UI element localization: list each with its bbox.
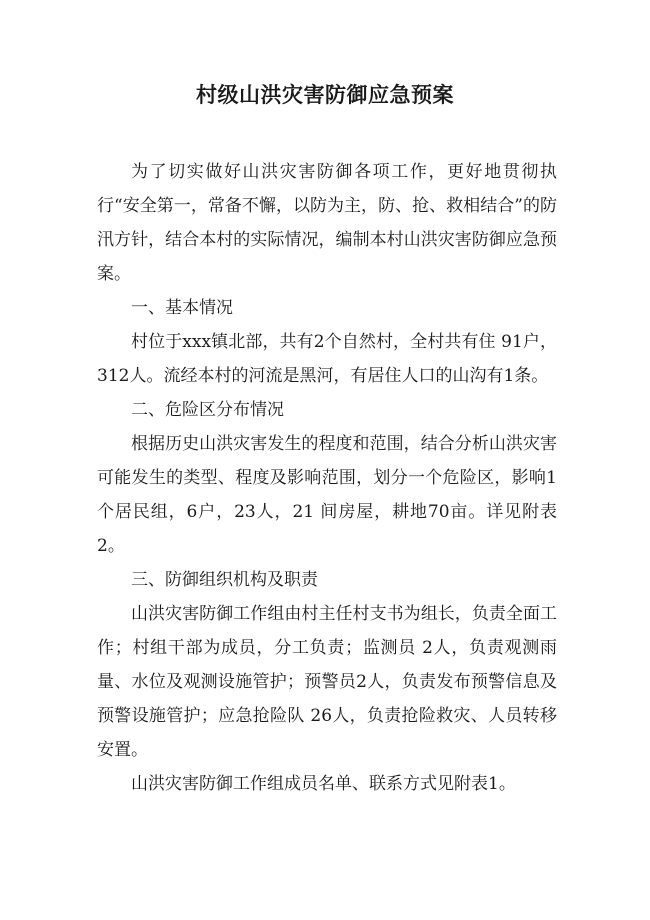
section-paragraph: 村位于xxx镇北部，共有2个自然村，全村共有住 91户，312人。流经本村的河流是黑河，有居住人口的山沟有1条。 xyxy=(97,332,557,386)
section-paragraph: 山洪灾害防御工作组成员名单、联系方式见附表1。 xyxy=(131,774,516,794)
section-heading-organization: 三、防御组织机构及职责 xyxy=(131,570,318,590)
section-heading-basic-info: 一、基本情况 xyxy=(131,298,233,318)
section-heading-danger-zones: 二、危险区分布情况 xyxy=(131,400,284,420)
section-paragraph: 山洪灾害防御工作组由村主任村支书为组长，负责全面工作；村组干部为成员，分工负责；监测员 2人，负责观测雨量、水位及观测设施管护；预警员2人，负责发布预警信息及预警设施管护；应急抢险队 26人，负责抢险救灾、人员转移安置。 xyxy=(97,604,557,760)
section-paragraph: 根据历史山洪灾害发生的程度和范围，结合分析山洪灾害可能发生的类型、程度及影响范围，划分一个危险区，影响1个居民组，6户，23人，21 间房屋，耕地70亩。详见附表2。 xyxy=(97,434,557,556)
document-title: 村级山洪灾害防御应急预案 xyxy=(196,83,454,107)
document-body xyxy=(97,155,557,801)
intro-paragraph: 为了切实做好山洪灾害防御各项工作，更好地贯彻执行“安全第一，常备不懈，以防为主，防、抢、救相结合”的防汛方针，结合本村的实际情况，编制本村山洪灾害防御应急预案。 xyxy=(97,162,557,284)
